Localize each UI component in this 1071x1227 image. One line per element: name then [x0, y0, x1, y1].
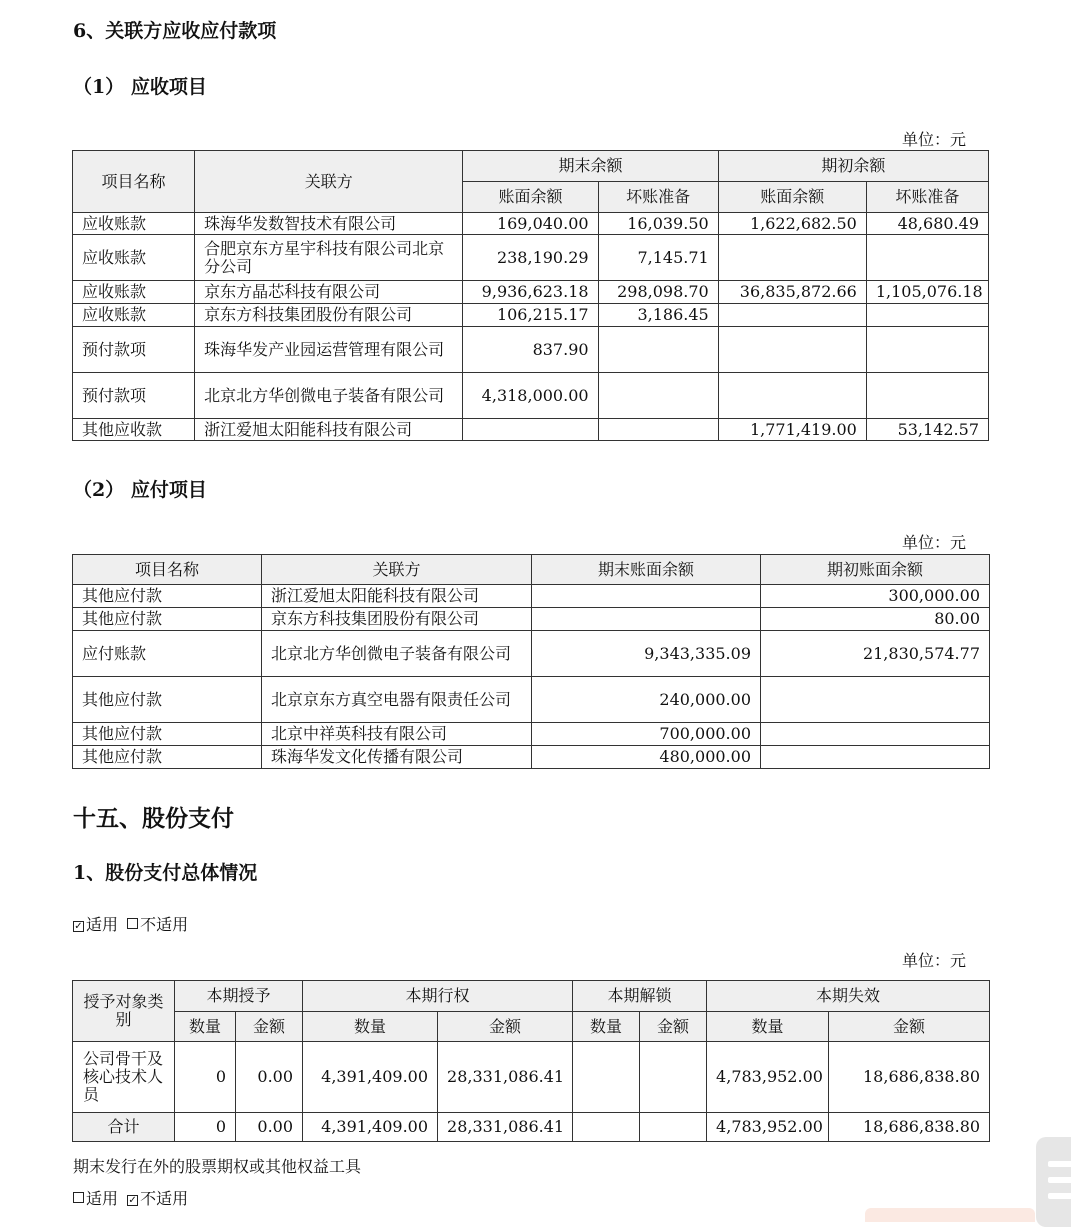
cell-party: 京东方科技集团股份有限公司 [262, 608, 532, 631]
cell-grant-amt: 0.00 [236, 1042, 303, 1113]
cell-lapse-qty: 4,783,952.00 [707, 1042, 829, 1113]
cell-item: 其他应付款 [73, 746, 262, 769]
table-row [73, 631, 990, 677]
cell-item: 其他应收款 [73, 419, 195, 441]
cell-end-bad [598, 327, 718, 373]
cell-begin [761, 723, 990, 746]
cell-party: 京东方晶芯科技有限公司 [195, 281, 463, 304]
header-lapsed: 本期失效 [707, 981, 990, 1012]
unit-label: 单位：元 [902, 533, 967, 552]
section-title-related-receivables-payables: 6、关联方应收应付款项 [73, 20, 277, 42]
header-exercised: 本期行权 [303, 981, 573, 1012]
cell-begin: 300,000.00 [761, 585, 990, 608]
cell-begin [761, 677, 990, 723]
header-qty: 数量 [303, 1012, 438, 1042]
header-qty: 数量 [175, 1012, 236, 1042]
header-begin-book-balance: 账面余额 [718, 182, 866, 213]
cell-end: 480,000.00 [532, 746, 761, 769]
subtitle-payable-items: （2） 应付项目 [73, 479, 207, 501]
header-granted: 本期授予 [175, 981, 303, 1012]
header-amt: 金额 [236, 1012, 303, 1042]
cell-begin [761, 746, 990, 769]
header-end-bad-debt: 坏账准备 [598, 182, 718, 213]
cell-begin-bad: 48,680.49 [866, 213, 988, 235]
cell-item: 应收账款 [73, 235, 195, 281]
cell-party: 浙江爱旭太阳能科技有限公司 [195, 419, 463, 441]
cell-item: 预付款项 [73, 327, 195, 373]
cell-item: 应收账款 [73, 281, 195, 304]
header-ending-balance: 期末余额 [463, 151, 718, 182]
checked-checkbox-icon: ✓ [74, 921, 83, 932]
table-row [73, 327, 989, 373]
applicable-status [73, 912, 188, 935]
cell-lapse-qty: 4,783,952.00 [707, 1113, 829, 1142]
cell-begin-book [718, 373, 866, 419]
table-row [73, 677, 990, 723]
cell-total-label: 合计 [73, 1113, 175, 1142]
table-row [73, 419, 989, 441]
cell-begin-book [718, 235, 866, 281]
cell-exercise-qty: 4,391,409.00 [303, 1113, 438, 1142]
applicable-label: 适用 [86, 915, 119, 934]
cell-begin-bad: 1,105,076.18 [866, 281, 988, 304]
cell-item: 其他应付款 [73, 585, 262, 608]
cell-item: 其他应付款 [73, 723, 262, 746]
cell-end-book: 238,190.29 [463, 235, 598, 281]
cell-end-bad: 7,145.71 [598, 235, 718, 281]
menu-icon [1048, 1193, 1071, 1199]
cell-grant-amt: 0.00 [236, 1113, 303, 1142]
header-beginning-book-balance: 期初账面余额 [761, 555, 990, 585]
cell-begin: 80.00 [761, 608, 990, 631]
table-row [73, 235, 989, 281]
table-row-total [73, 1113, 990, 1142]
cell-end-book [463, 419, 598, 441]
header-end-book-balance: 账面余额 [463, 182, 598, 213]
table-row [73, 281, 989, 304]
cell-party: 合肥京东方星宇科技有限公司北京分公司 [195, 235, 463, 281]
cell-begin-book: 1,771,419.00 [718, 419, 866, 441]
cell-begin-book [718, 327, 866, 373]
cell-party: 北京中祥英科技有限公司 [262, 723, 532, 746]
cell-begin-bad [866, 327, 988, 373]
cell-end-book: 169,040.00 [463, 213, 598, 235]
payable-table [72, 554, 990, 769]
cell-end-book: 4,318,000.00 [463, 373, 598, 419]
share-payment-table [72, 980, 990, 1142]
table-row [73, 1042, 990, 1113]
header-begin-bad-debt: 坏账准备 [866, 182, 988, 213]
table-row [73, 373, 989, 419]
menu-icon [1048, 1161, 1071, 1167]
cell-party: 珠海华发产业园运营管理有限公司 [195, 327, 463, 373]
cell-end-book: 106,215.17 [463, 304, 598, 327]
outstanding-options-note: 期末发行在外的股票期权或其他权益工具 [73, 1157, 362, 1176]
cell-party: 北京京东方真空电器有限责任公司 [262, 677, 532, 723]
cell-exercise-amt: 28,331,086.41 [438, 1042, 573, 1113]
cell-exercise-amt: 28,331,086.41 [438, 1113, 573, 1142]
not-applicable-label: 不适用 [140, 915, 189, 934]
cell-unlock-qty [573, 1042, 640, 1113]
cell-end [532, 608, 761, 631]
cell-lapse-amt: 18,686,838.80 [829, 1042, 990, 1113]
cell-party: 京东方科技集团股份有限公司 [195, 304, 463, 327]
cell-end: 240,000.00 [532, 677, 761, 723]
header-related-party: 关联方 [262, 555, 532, 585]
cell-unlock-amt [640, 1113, 707, 1142]
cell-item: 其他应付款 [73, 677, 262, 723]
cell-end-bad: 3,186.45 [598, 304, 718, 327]
cell-item: 应收账款 [73, 304, 195, 327]
not-applicable-label: 不适用 [140, 1189, 189, 1208]
table-row [73, 304, 989, 327]
cell-end-bad [598, 373, 718, 419]
header-item-name: 项目名称 [73, 151, 195, 213]
subtitle-receivable-items: （1） 应收项目 [73, 76, 207, 98]
unit-label: 单位：元 [902, 130, 967, 149]
checked-checkbox-icon: ✓ [128, 1195, 137, 1206]
cell-party: 北京北方华创微电子装备有限公司 [262, 631, 532, 677]
header-amt: 金额 [640, 1012, 707, 1042]
header-ending-book-balance: 期末账面余额 [532, 555, 761, 585]
cell-begin-book [718, 304, 866, 327]
cell-party: 浙江爱旭太阳能科技有限公司 [262, 585, 532, 608]
table-row [73, 213, 989, 235]
cell-item: 应付账款 [73, 631, 262, 677]
cell-party: 北京北方华创微电子装备有限公司 [195, 373, 463, 419]
cell-begin: 21,830,574.77 [761, 631, 990, 677]
cell-begin-bad [866, 235, 988, 281]
applicable-label: 适用 [86, 1189, 119, 1208]
cell-end-bad [598, 419, 718, 441]
header-amt: 金额 [829, 1012, 990, 1042]
header-grant-target: 授予对象类别 [73, 981, 175, 1042]
cell-begin-book: 36,835,872.66 [718, 281, 866, 304]
header-item-name: 项目名称 [73, 555, 262, 585]
unchecked-checkbox-icon [127, 918, 138, 929]
receivable-table [72, 150, 989, 441]
header-beginning-balance: 期初余额 [718, 151, 988, 182]
header-amt: 金额 [438, 1012, 573, 1042]
cell-end: 9,343,335.09 [532, 631, 761, 677]
cell-end: 700,000.00 [532, 723, 761, 746]
cell-item: 其他应付款 [73, 608, 262, 631]
cell-end-book: 837.90 [463, 327, 598, 373]
cell-end [532, 585, 761, 608]
subtitle-share-payment-overview: 1、股份支付总体情况 [73, 862, 258, 884]
cell-party: 珠海华发文化传播有限公司 [262, 746, 532, 769]
cell-begin-bad: 53,142.57 [866, 419, 988, 441]
cell-begin-book: 1,622,682.50 [718, 213, 866, 235]
cell-item: 预付款项 [73, 373, 195, 419]
cell-lapse-amt: 18,686,838.80 [829, 1113, 990, 1142]
table-row [73, 585, 990, 608]
cell-end-bad: 298,098.70 [598, 281, 718, 304]
cell-grant-qty: 0 [175, 1042, 236, 1113]
header-unlocked: 本期解锁 [573, 981, 707, 1012]
cell-item: 应收账款 [73, 213, 195, 235]
unchecked-checkbox-icon [73, 1192, 84, 1203]
header-qty: 数量 [707, 1012, 829, 1042]
side-toolbar-handle[interactable] [1036, 1137, 1071, 1227]
cell-unlock-amt [640, 1042, 707, 1113]
cell-target: 公司骨干及核心技术人员 [73, 1042, 175, 1113]
cell-end-book: 9,936,623.18 [463, 281, 598, 304]
table-row [73, 723, 990, 746]
cell-begin-bad [866, 373, 988, 419]
header-related-party: 关联方 [195, 151, 463, 213]
cell-end-bad: 16,039.50 [598, 213, 718, 235]
section-title-share-payment: 十五、股份支付 [73, 805, 234, 832]
header-qty: 数量 [573, 1012, 640, 1042]
cell-party: 珠海华发数智技术有限公司 [195, 213, 463, 235]
unit-label: 单位：元 [902, 951, 967, 970]
table-row [73, 608, 990, 631]
cell-begin-bad [866, 304, 988, 327]
cell-exercise-qty: 4,391,409.00 [303, 1042, 438, 1113]
cell-grant-qty: 0 [175, 1113, 236, 1142]
menu-icon [1048, 1177, 1071, 1183]
outstanding-options-applicable-status [73, 1186, 188, 1209]
table-row [73, 746, 990, 769]
cell-unlock-qty [573, 1113, 640, 1142]
